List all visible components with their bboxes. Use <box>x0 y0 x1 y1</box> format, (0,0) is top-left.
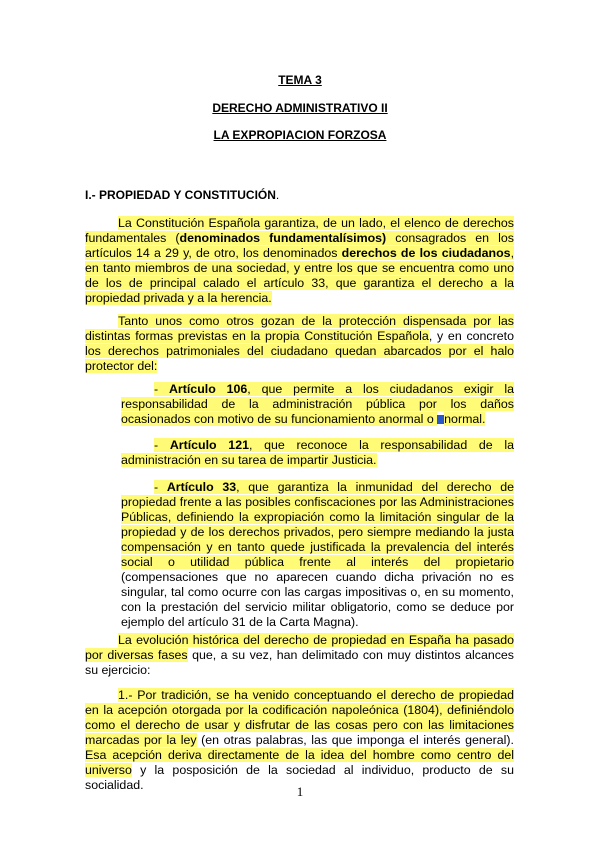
title: TEMA 3 <box>278 73 322 87</box>
topic-title: LA EXPROPIACION FORZOSA <box>213 128 387 142</box>
paragraph-2: Tanto unos como otros gozan de la protección dispensada por las distintas formas previstas en la propia Constitución Española, y en concreto los derechos patrimoniales del ciudadano quedan abarcados por el halo protector del: <box>85 314 514 373</box>
paragraph-3: La evolución histórica del derecho de propiedad en España ha pasado por diversas fases que, a su vez, han delimitado con muy distintos alcances su ejercicio: <box>85 633 515 677</box>
article-106: - Artículo 106, que permite a los ciudadanos exigir la responsabilidad de la administración pública por los daños ocasionados con motivo de su funcionamiento anormal o normal. <box>121 382 514 426</box>
page-number: 1 <box>296 784 304 799</box>
article-121: - Artículo 121, que reconoce la responsabilidad de la administración en su tarea de impartir Justicia. <box>121 438 514 467</box>
subtitle: DERECHO ADMINISTRATIVO II <box>212 101 388 115</box>
paragraph-4: 1.- Por tradición, se ha venido conceptuando el derecho de propiedad en la acepción otorgada por la codificación napoleónica (1804), definiéndolo como el derecho de usar y disfrutar de las cosas pero con las limitaciones marcadas por la ley (en otras palabras, las que imponga el interés general). Esa acepción deriva directamente de la idea del hombre como centro del universo y la posposición de la sociedad al individuo, producto de su socialidad. <box>85 688 514 792</box>
section-heading: I.- PROPIEDAD Y CONSTITUCIÓN. <box>85 188 280 202</box>
article-33: - Artículo 33, que garantiza la inmunidad del derecho de propiedad frente a las posibles confiscaciones por las Administraciones Públicas, definiendo la expropiación como la limitación singular de la propiedad y de los derechos privados, pero siempre mediando la justa compensación y en tanto quede justificada la prevalencia del interés social o utilidad pública frente al interés del propietario (compensaciones que no aparecen cuando dicha privación no es singular, tal como ocurre con las cargas impositivas o, en su momento, con la prestación del servicio militar obligatorio, como se deduce por ejemplo del artículo 31 de la Carta Magna). <box>121 480 514 629</box>
paragraph-1: La Constitución Española garantiza, de un lado, el elenco de derechos fundamentales (denominados fundamentalísimos) consagrados en los artículos 14 a 29 y, de otro, los denominados derechos de los ciudadanos, en tanto miembros de una sociedad, y entre los que se encuentra como uno de los de principal calado el artículo 33, que garantiza el derecho a la propiedad privada y a la herencia. <box>85 216 515 305</box>
